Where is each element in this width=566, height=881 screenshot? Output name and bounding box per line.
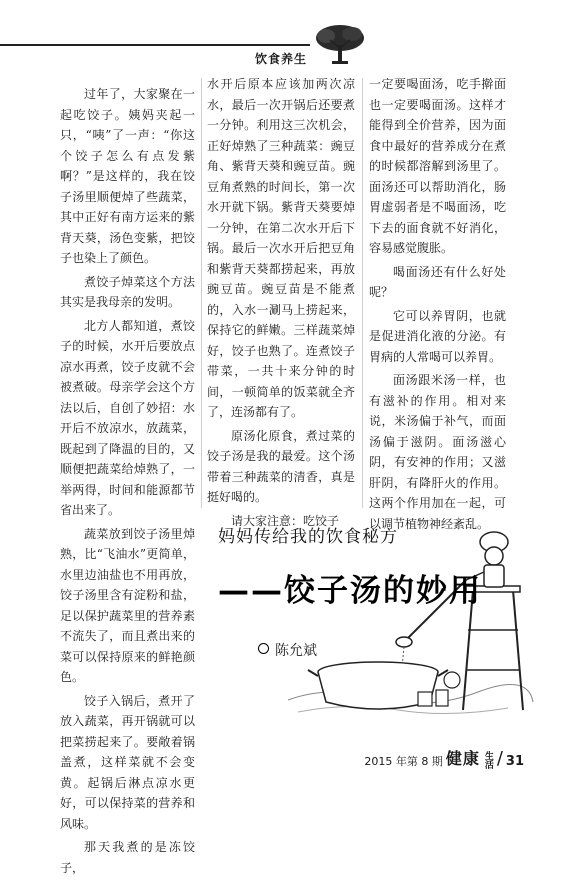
paragraph: 北方人都知道，煮饺子的时候，水开后要放点凉水再煮，饺子皮就不会被煮破。母亲学会这个方法以后，自创了妙招：水开后不放凉水，放蔬菜，既起到了降温的目的，又顺便把蔬菜给焯熟了，一举两得，时间和能源都节省出来了。 — [60, 318, 195, 517]
section-label: 饮食养生 — [255, 52, 308, 66]
article-author — [258, 640, 317, 660]
paragraph: 蔬菜放到饺子汤里焯熟，比“飞油水”更简单，水里边油盐也不用再放，饺子汤里含有淀粉和盐，足以保护蔬菜里的营养素不流失了，而且煮出来的菜可以保持原来的鲜艳颜色。 — [60, 526, 195, 684]
paragraph: 原汤化原食，煮过菜的饺子汤是我的最爱。这个汤带着三种蔬菜的清香，真是挺好喝的。 — [207, 428, 355, 504]
paragraph: 面汤跟米汤一样，也有滋补的作用。相对来说，米汤偏于补气，而面汤偏于滋阴。面汤滋心阴，有安神的作用；又滋肝阴，有降肝火的作用。这两个作用加在一起，可以调节植物神经紊乱。 — [369, 373, 506, 531]
article-subtitle: 妈妈传给我的饮食秘方 — [218, 527, 398, 547]
page-footer — [364, 746, 533, 769]
chef-illustration — [268, 520, 538, 730]
column-divider — [362, 78, 363, 508]
magazine-brand-small: 生活 — [482, 751, 493, 769]
paragraph: 那天我煮的是冻饺子， — [60, 840, 195, 875]
article-column-3 — [369, 74, 506, 537]
article-title: ——饺子汤的妙用 — [218, 573, 482, 609]
paragraph: 水开后原本应该加两次凉水，最后一次开锅后还要煮一分钟。利用这三次机会，正好焯熟了三种蔬菜：豌豆角、紫背天葵和豌豆苗。豌豆角煮熟的时间长，第一次水开就下锅。紫背天葵要焯一分钟，在第二次水开后下锅。最后一次水开后把豆角和紫背天葵都捞起来，再放豌豆苗。豌豆苗是不能煮的，入水一涮马上捞起来，保持它的鲜嫩。三样蔬菜焯好，饺子也熟了。连煮饺子带菜，一共十来分钟的时间，一顿简单的饭菜就全齐了，连汤都有了。 — [207, 77, 355, 419]
header-rule — [0, 44, 310, 46]
paragraph: 饺子入锅后，煮开了放入蔬菜，再开锅就可以把菜捞起来了。要敞着锅盖煮，这样菜就不会变黄。起锅后淋点凉水更好，可以保持菜的营养和风味。 — [60, 693, 195, 831]
paragraph: 过年了，大家聚在一起吃饺子。姨妈夹起一只，“咦”了一声：“你这个饺子怎么有点发紫啊？”是这样的，我在饺子汤里顺便焯了些蔬菜，其中正好有南方运来的紫背天葵，汤色变紫，把饺子也染上了颜色。 — [60, 87, 195, 265]
issue-label: 2015 年第 8 期 — [364, 755, 443, 768]
paragraph: 喝面汤还有什么好处呢？ — [369, 264, 506, 299]
magazine-brand: 健康 — [445, 749, 480, 768]
tree-icon — [312, 18, 368, 66]
column-divider — [201, 78, 202, 508]
circle-icon — [258, 643, 269, 654]
paragraph: 一定要喝面汤，吃手擀面也一定要喝面汤。这样才能得到全价营养，因为面食中最好的营养成分在煮的时候都溶解到汤里了。面汤还可以帮助消化，肠胃虚弱者是不喝面汤，吃下去的面食就不好消化，容易感觉腹胀。 — [369, 77, 506, 255]
paragraph: 请大家注意：吃饺子 — [231, 513, 340, 528]
footer-slash: / — [496, 748, 503, 769]
article-column-2 — [207, 74, 355, 534]
article-column-1 — [60, 84, 195, 881]
author-name: 陈允斌 — [275, 643, 317, 659]
paragraph: 它可以养胃阴，也就是促进消化液的分泌。有胃病的人常喝可以养胃。 — [369, 308, 506, 364]
page-number: 31 — [505, 754, 524, 769]
paragraph: 煮饺子焯菜这个方法其实是我母亲的发明。 — [60, 274, 195, 309]
